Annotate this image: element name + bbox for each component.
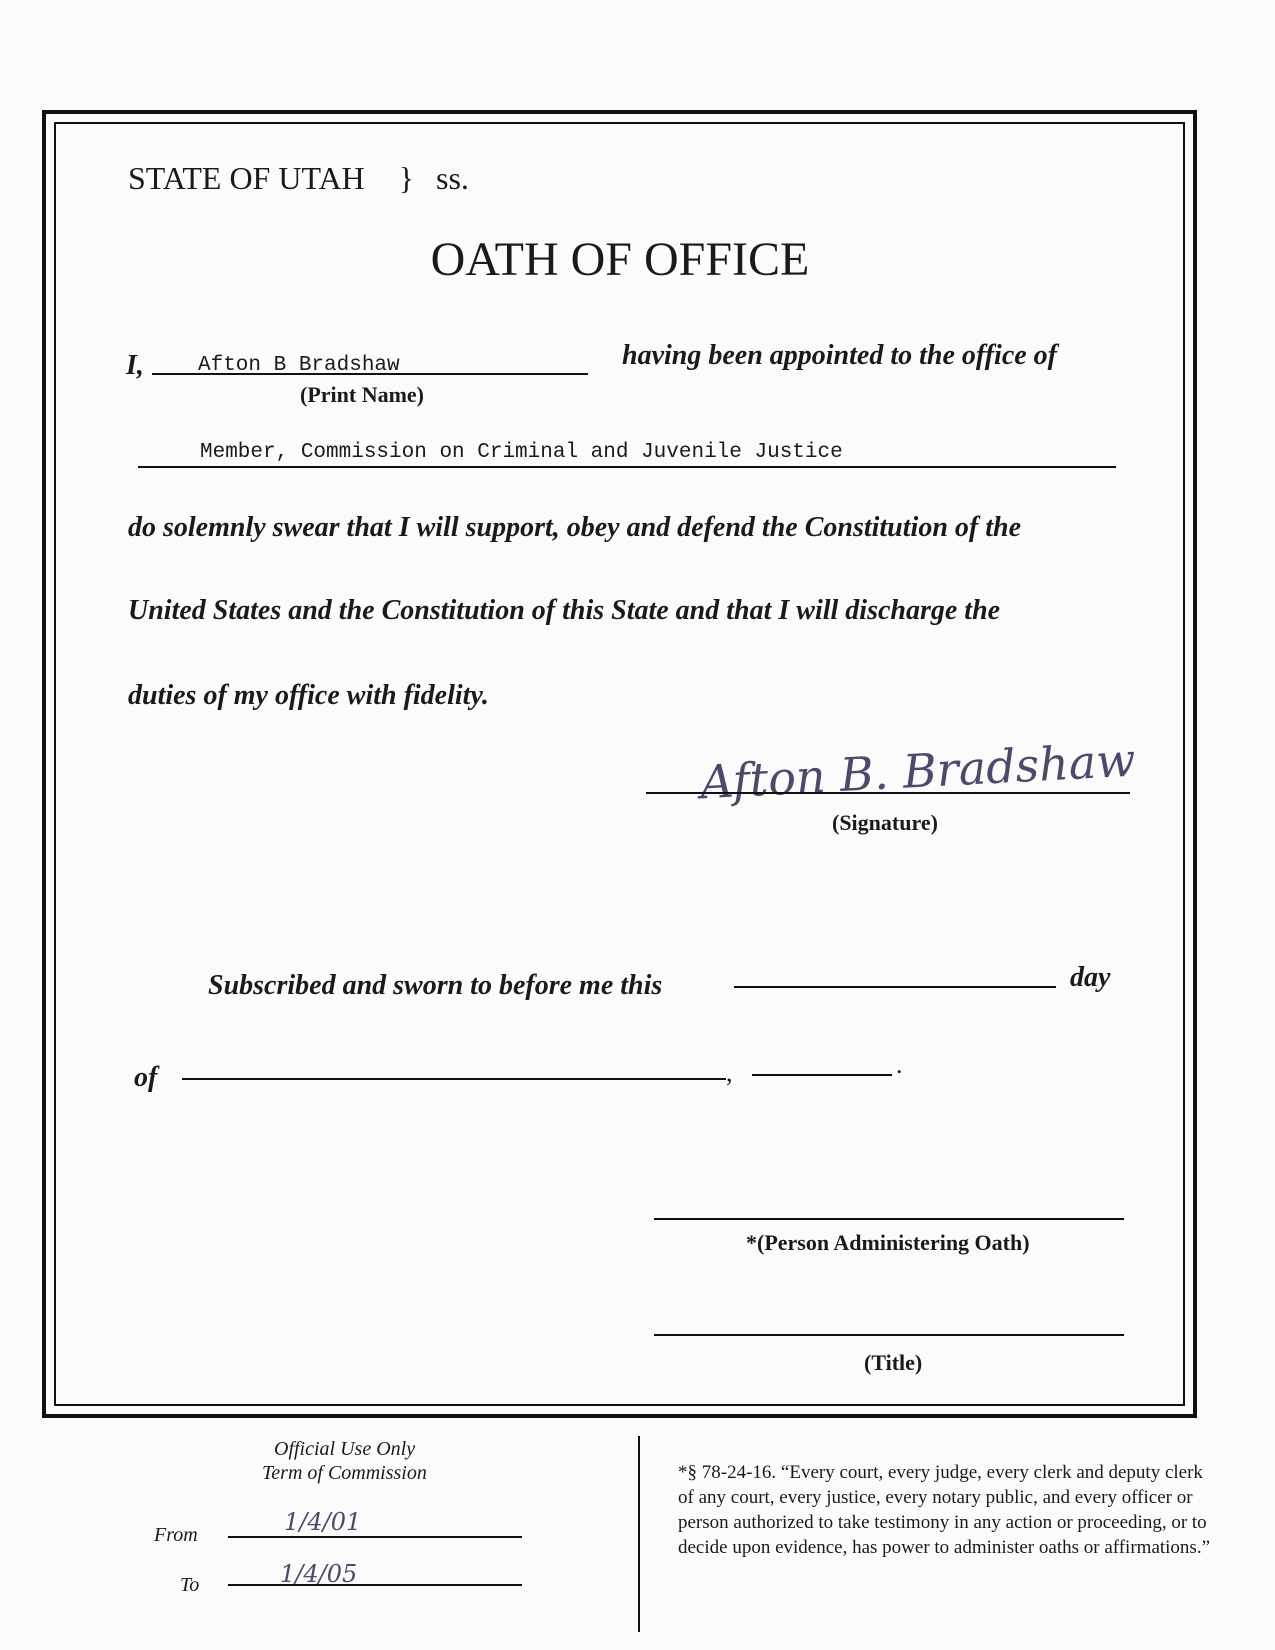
period: . [896,1050,903,1079]
signature-label: (Signature) [832,810,938,835]
from-line [228,1536,522,1538]
official-use-label: Official Use Only [274,1438,416,1460]
office-value: Member, Commission on Criminal and Juvenile Justice [200,441,843,464]
year-line [752,1074,892,1076]
month-line [182,1078,726,1080]
brace: } [398,160,415,196]
oath-line-1: do solemnly swear that I will support, obey and defend the Constitution of the [128,512,1021,543]
to-label: To [180,1574,200,1596]
term-of-commission-label: Term of Commission [262,1462,427,1484]
administrator-label: *(Person Administering Oath) [746,1230,1030,1255]
oath-line-2: United States and the Constitution of this State and that I will discharge the [128,595,1001,626]
statute-text: *§ 78-24-16. “Every court, every judge, every clerk and deputy clerk of any court, every justice, every notary public, and every officer or person authorized to take testimony in any action or proceeding, or to decide upon evidence, has power to administer oaths or affirmations.” [678,1462,1211,1558]
handwritten-signature: Afton B. Bradshaw [698,732,1137,810]
office-line [138,466,1116,468]
day-line [734,986,1056,988]
title-label: (Title) [864,1350,923,1375]
page-title: OATH OF OFFICE [430,233,810,286]
ss-label: ss. [436,160,469,196]
appointed-text: having been appointed to the office of [622,340,1057,371]
from-label: From [154,1524,198,1546]
oath-line-3: duties of my office with fidelity. [128,680,489,711]
to-line [228,1584,522,1586]
of-label: of [134,1062,158,1093]
to-date: 1/4/05 [280,1560,358,1588]
sworn-text: Subscribed and sworn to before me this [208,970,663,1001]
administrator-line [654,1218,1124,1220]
signature-line [646,792,1130,794]
day-label: day [1070,962,1111,993]
from-date: 1/4/01 [284,1508,362,1536]
print-name-label: (Print Name) [300,382,425,407]
state-name: STATE OF UTAH [128,160,365,196]
state-heading [128,160,469,197]
comma: , [726,1058,733,1087]
i-label: I, [126,350,144,381]
print-name-line [152,373,588,375]
print-name-value: Afton B Bradshaw [198,354,400,377]
vertical-divider [638,1436,640,1632]
title-line [654,1334,1124,1336]
